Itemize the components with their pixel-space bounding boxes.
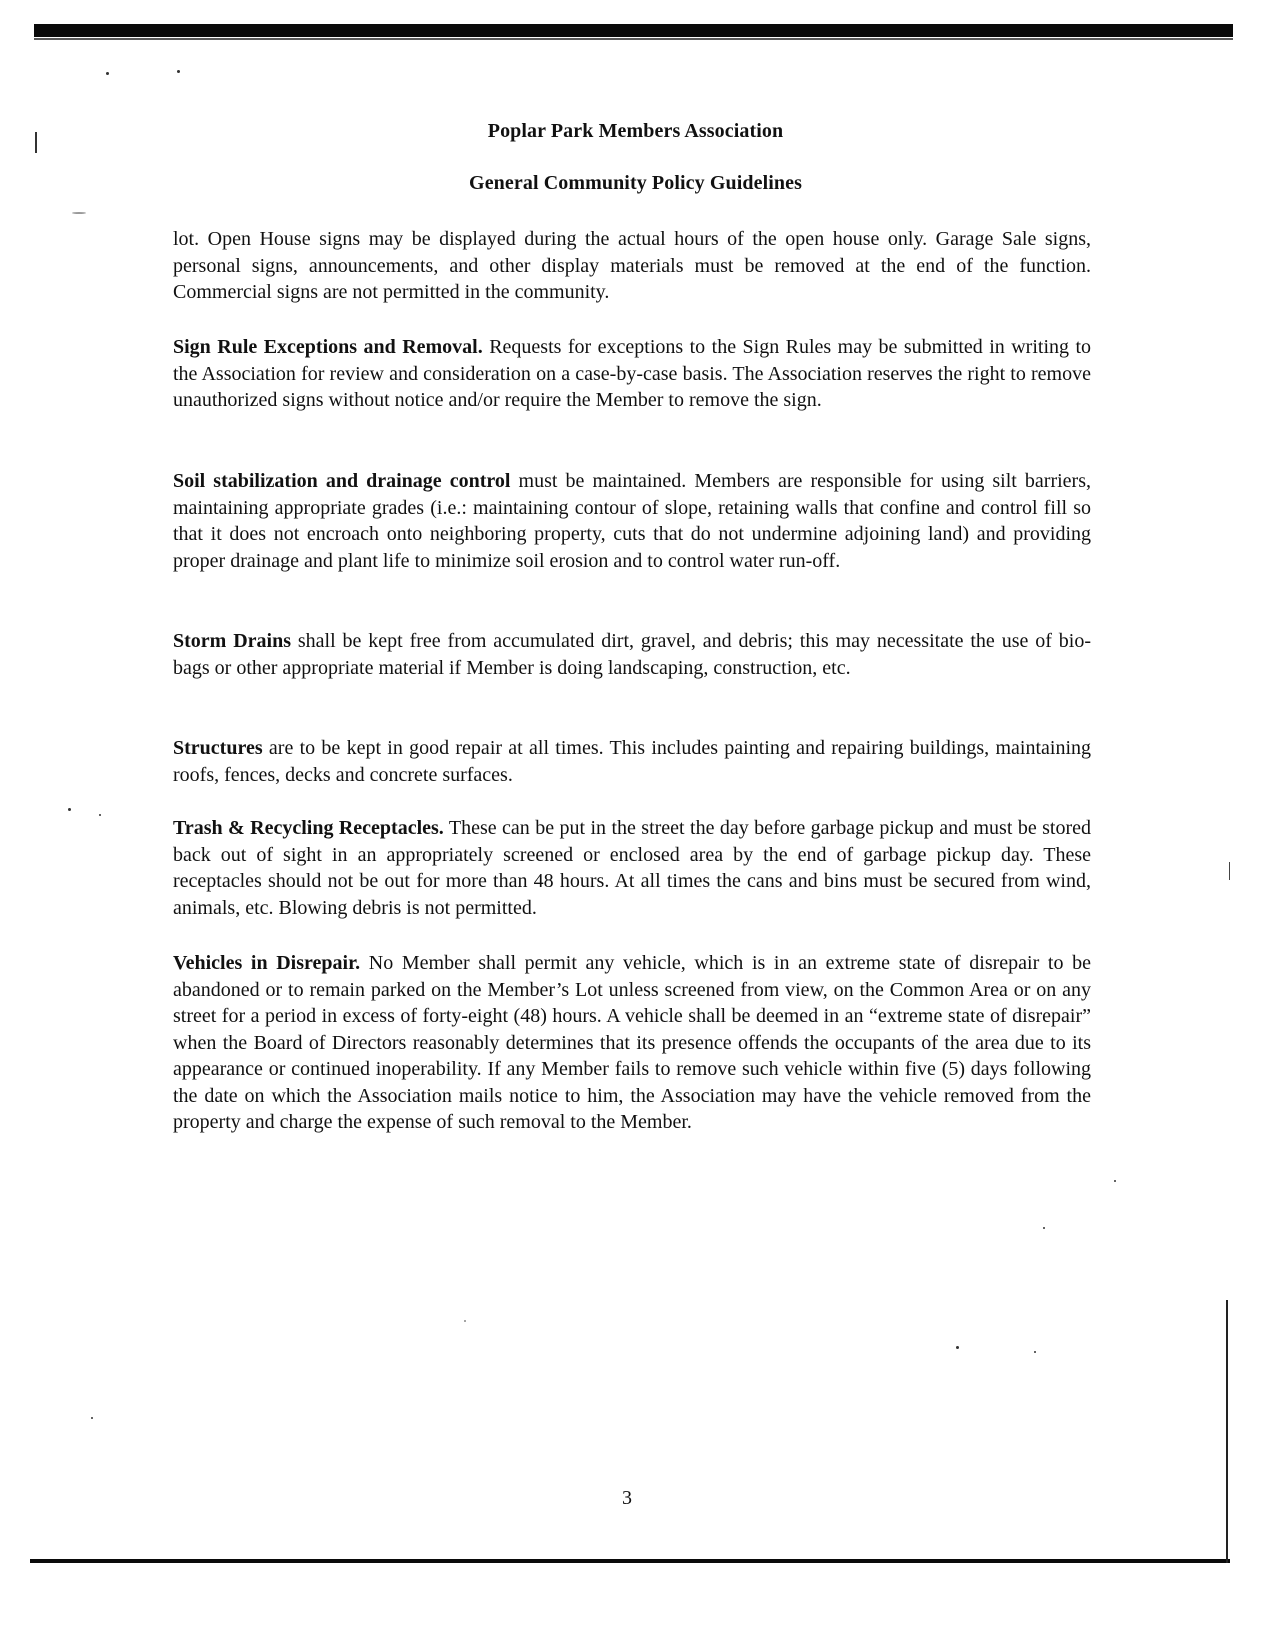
organization-title: Poplar Park Members Association [487, 120, 784, 142]
paragraph-lead: Sign Rule Exceptions and Removal. [173, 336, 483, 358]
scan-speck [106, 72, 109, 75]
scan-speck [68, 808, 71, 811]
right-border-rule [1226, 1300, 1228, 1563]
paragraph-lead: Soil stabilization and drainage control [173, 470, 511, 492]
scan-speck [99, 814, 101, 816]
top-border-rule [34, 24, 1233, 37]
scan-speck [91, 1417, 93, 1419]
paragraph-soil-stabilization [173, 468, 1091, 574]
bottom-border-rule [30, 1559, 1230, 1563]
paragraph-body: shall be kept free from accumulated dirt, gravel, and debris; this may necessitate the use of bio-bags or other appropriate material if Member is doing landscaping, construction, etc. [173, 630, 1091, 679]
scan-speck [177, 70, 180, 73]
top-border-rule-thin [34, 38, 1233, 40]
paragraph-lead: Storm Drains [173, 630, 291, 652]
scan-speck [1034, 1351, 1036, 1353]
scan-speck [464, 1320, 466, 1322]
paragraph-signs-continued [173, 226, 1091, 306]
scan-speck [1043, 1227, 1045, 1229]
scan-mark-right [1229, 862, 1230, 880]
scan-speck [72, 212, 86, 214]
paragraph-body: must be maintained. Members are responsible for using silt barriers, maintaining appropriate grades (i.e.: maintaining contour of slope, retaining walls that confine and control fill so that it does not encroach onto neighboring property, cuts that do not undermine adjoining land) and providing proper drainage and plant life to minimize soil erosion and to control water run-off. [173, 470, 1091, 572]
paragraph-vehicles-disrepair [173, 950, 1091, 1136]
document-subtitle: General Community Policy Guidelines [469, 172, 802, 194]
paragraph-lead: Vehicles in Disrepair. [173, 952, 361, 974]
paragraph-body: No Member shall permit any vehicle, which is in an extreme state of disrepair to be abandoned or to remain parked on the Member’s Lot unless screened from view, on the Common Area or on any street for a period in excess of forty-eight (48) hours. A vehicle shall be deemed in an “extreme state of disrepair” when the Board of Directors reasonably determines that its presence offends the occupants of the area due to its appearance or continued inoperability. If any Member fails to remove such vehicle within five (5) days following the date on which the Association mails notice to him, the Association may have the vehicle removed from the property and charge the expense of such removal to the Member. [173, 952, 1091, 1133]
page-number: 3 [622, 1487, 632, 1509]
paragraph-structures [173, 735, 1091, 788]
scan-speck [1114, 1180, 1116, 1182]
paragraph-lead: Trash & Recycling Receptacles. [173, 817, 444, 839]
paragraph-body: are to be kept in good repair at all times. This includes painting and repairing buildings, maintaining roofs, fences, decks and concrete surfaces. [173, 737, 1091, 786]
paragraph-body: Requests for exceptions to the Sign Rules may be submitted in writing to the Association for review and consideration on a case-by-case basis. The Association reserves the right to remove unauthorized signs without notice and/or require the Member to remove the sign. [173, 336, 1092, 411]
paragraph-body: lot. Open House signs may be displayed during the actual hours of the open house only. Garage Sale signs, personal signs, announcements, and other display materials must be removed at the end of the function. Commercial signs are not permitted in the community. [173, 228, 1091, 303]
paragraph-trash-recycling [173, 815, 1091, 921]
paragraph-body: These can be put in the street the day before garbage pickup and must be stored back out of sight in an appropriately screened or enclosed area by the end of garbage pickup day. These receptacles should not be out for more than 48 hours. At all times the cans and bins must be secured from wind, animals, etc. Blowing debris is not permitted. [173, 817, 1091, 919]
paragraph-sign-rule-exceptions [173, 334, 1091, 414]
paragraph-storm-drains [173, 628, 1091, 681]
scan-speck [956, 1346, 959, 1349]
paragraph-lead: Structures [173, 737, 263, 759]
